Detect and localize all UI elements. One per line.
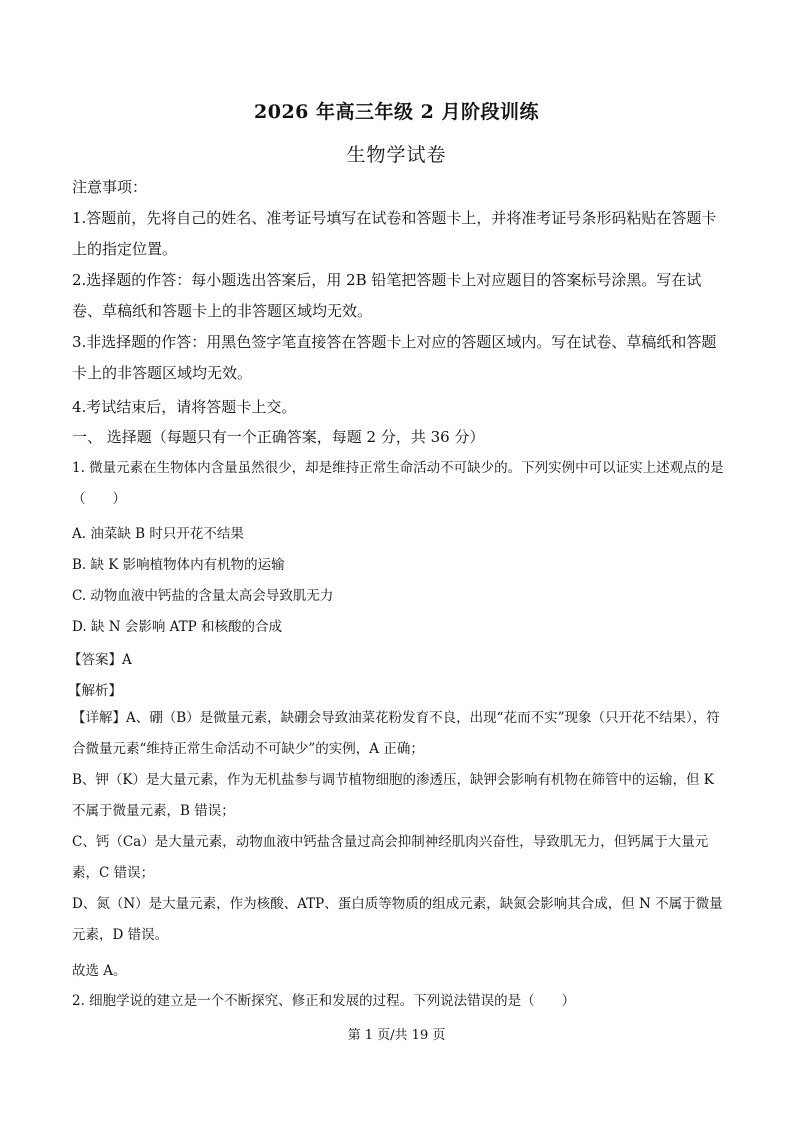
exam-subtitle: 生物学试卷 — [346, 144, 447, 166]
question-2-stem: 2. 细胞学说的建立是一个不断探究、修正和发展的过程。下列说法错误的是（ ） — [72, 993, 576, 1009]
question-1-option-c: C. 动物血液中钙盐的含量太高会导致肌无力 — [72, 588, 334, 604]
section-heading: 一、 选择题（每题只有一个正确答案，每题 2 分，共 36 分） — [72, 428, 485, 446]
notice-heading: 注意事项： — [72, 178, 148, 196]
conclusion: 故选 A。 — [72, 963, 127, 979]
detail-c: C、钙（Ca）是大量元素，动物血液中钙盐含量过高会抑制神经肌肉兴奋性，导致肌无力，但钙属于大量元素，C 错误； — [72, 834, 709, 881]
page-number: 第 1 页/共 19 页 — [347, 1028, 446, 1043]
notice-item-3: 3.非选择题的作答：用黑色签字笔直接答在答题卡上对应的答题区域内。写在试卷、草稿纸和答题卡上的非答题区域均无效。 — [72, 333, 717, 382]
question-1-option-d: D. 缺 N 会影响 ATP 和核酸的合成 — [72, 619, 283, 635]
detail-a: 【详解】A、硼（B）是微量元素，缺硼会导致油菜花粉发育不良，出现“花而不实”现象（只开花不结果），符合微量元素“维持正常生命活动不可缺少”的实例，A 正确； — [72, 710, 720, 757]
question-1-option-a: A. 油菜缺 B 时只开花不结果 — [72, 526, 244, 542]
notice-item-1: 1.答题前，先将自己的姓名、准考证号填写在试卷和答题卡上，并将准考证号条形码粘贴在答题卡上的指定位置。 — [72, 209, 717, 258]
analysis-label: 【解析】 — [68, 683, 122, 699]
notice-item-4: 4.考试结束后，请将答题卡上交。 — [72, 398, 297, 416]
question-1-option-b: B. 缺 K 影响植物体内有机物的运输 — [72, 557, 285, 573]
notice-item-2: 2.选择题的作答：每小题选出答案后，用 2B 铅笔把答题卡上对应题目的答案标号涂黑。写在试卷、草稿纸和答题卡上的非答题区域均无效。 — [72, 271, 702, 320]
detail-b: B、钾（K）是大量元素，作为无机盐参与调节植物细胞的渗透压，缺钾会影响有机物在筛管中的运输，但 K 不属于微量元素，B 错误； — [72, 772, 714, 819]
answer-label: 【答案】A — [68, 652, 132, 668]
exam-title: 2026 年高三年级 2 月阶段训练 — [254, 101, 539, 123]
detail-d: D、氮（N）是大量元素，作为核酸、ATP、蛋白质等物质的组成元素，缺氮会影响其合成，但 N 不属于微量元素，D 错误。 — [72, 896, 723, 943]
question-1-stem: 1. 微量元素在生物体内含量虽然很少，却是维持正常生命活动不可缺少的。下列实例中可以证实上述观点的是（ ） — [72, 460, 724, 507]
